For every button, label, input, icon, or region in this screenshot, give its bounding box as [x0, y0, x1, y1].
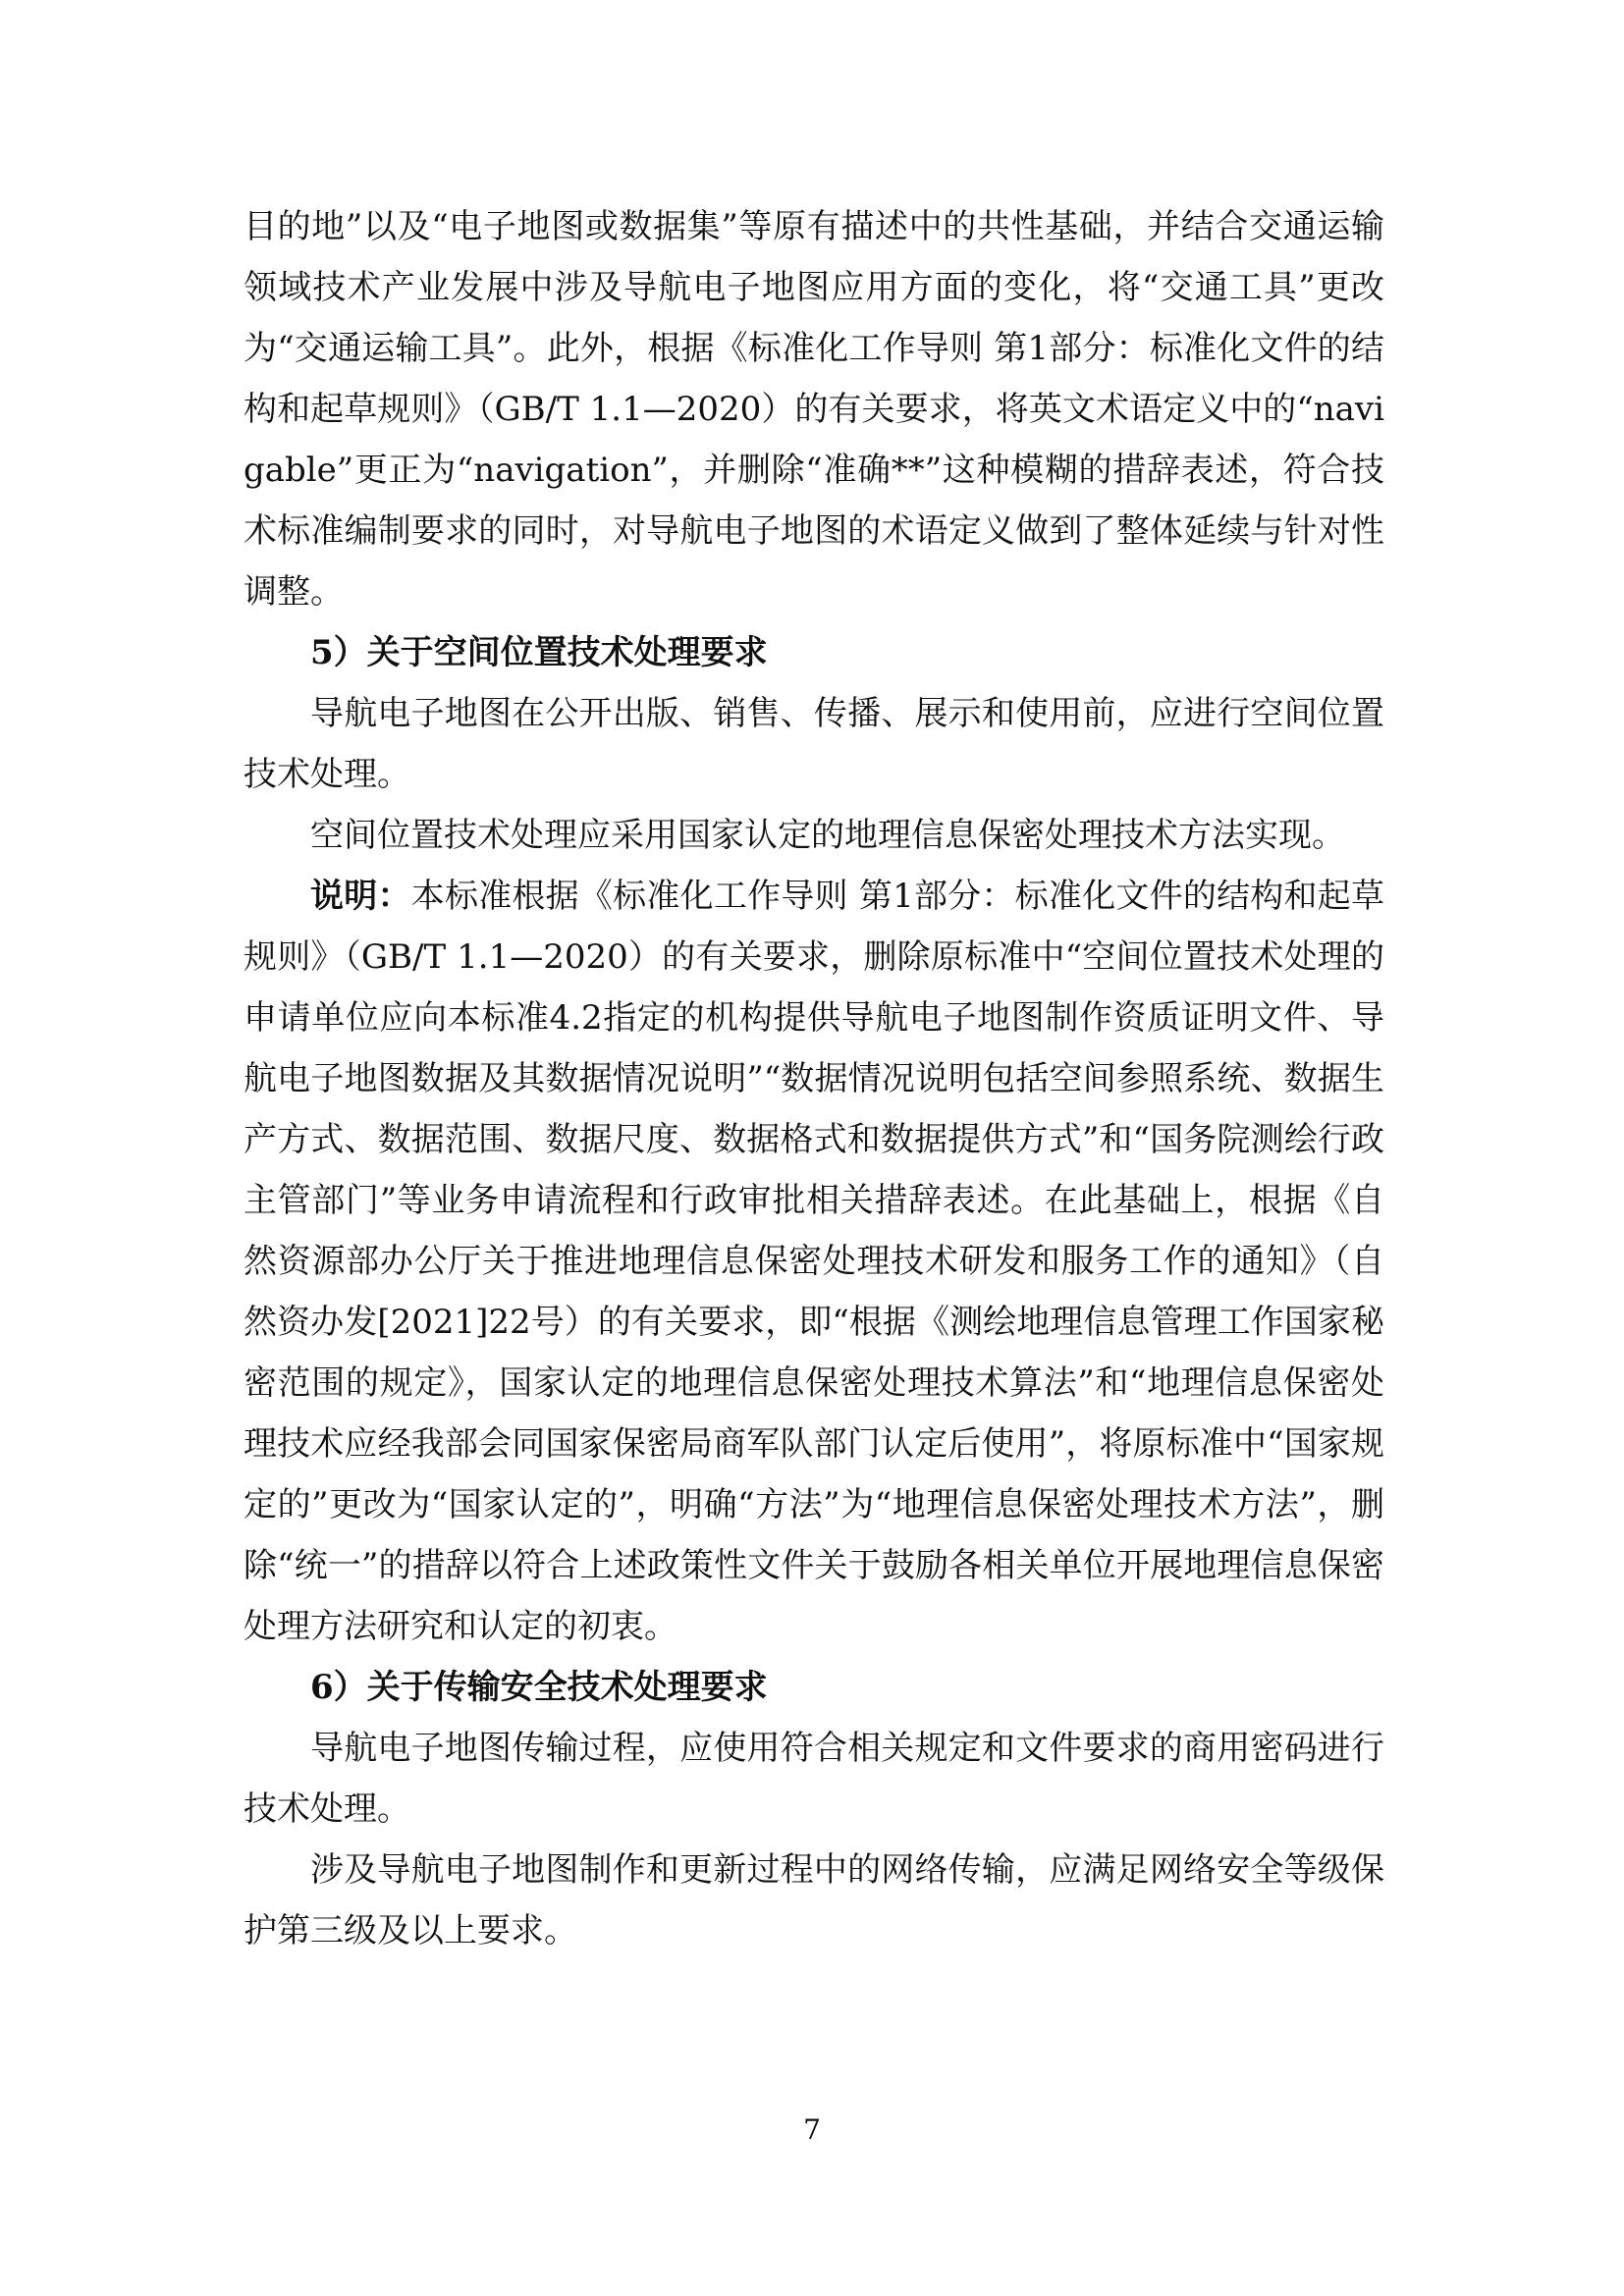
paragraph-transmission-crypto: 导航电子地图传输过程，应使用符合相关规定和文件要求的商用密码进行技术处理。: [244, 1729, 1384, 1829]
explanation-text: 本标准根据《标准化工作导则 第1部分：标准化文件的结构和起草规则》（GB/T 1.1—2020）的有关要求，删除原标准中“空间位置技术处理的申请单位应向本标准4.2指定的机构提供导航电子地图制作资质证明文件、导航电子地图数据及其数据情况说明”“数据情况说明包括空间参照系统、数据生产方式、数据范围、数据尺度、数据格式和数据提供方式”和“国务院测绘行政主管部门”等业务申请流程和行政审批相关措辞表述。在此基础上，根据《自然资源部办公厅关于推进地理信息保密处理技术研发和服务工作的通知》（自然资办发[2021]22号）的有关要求，即“根据《测绘地理信息管理工作国家秘密范围的规定》，国家认定的地理信息保密处理技术算法”和“地理信息保密处理技术应经我部会同国家保密局商军队部门认定后使用”，将原标准中“国家规定的”更改为“国家认定的”，明确“方法”为“地理信息保密处理技术方法”，删除“统一”的措辞以符合上述政策性文件关于鼓励各相关单位开展地理信息保密处理方法研究和认定的初衷。: [244, 877, 1385, 1646]
paragraph-spatial-processing-method: 空间位置技术处理应采用国家认定的地理信息保密处理技术方法实现。: [310, 816, 1345, 855]
explanation-label: 说明：: [310, 877, 411, 916]
document-page: [244, 196, 1384, 1961]
section-heading-6: 6）关于传输安全技术处理要求: [310, 1668, 768, 1707]
paragraph-explanation: [244, 866, 1384, 1657]
section-heading-5: 5）关于空间位置技术处理要求: [310, 633, 768, 672]
paragraph-network-security-level: 涉及导航电子地图制作和更新过程中的网络传输，应满足网络安全等级保护第三级及以上要求。: [244, 1850, 1384, 1950]
page-number: 7: [803, 2113, 821, 2146]
paragraph-spatial-processing-requirement: 导航电子地图在公开出版、销售、传播、展示和使用前，应进行空间位置技术处理。: [244, 694, 1384, 794]
paragraph-terminology-continuation: 目的地”以及“电子地图或数据集”等原有描述中的共性基础，并结合交通运输领域技术产业发展中涉及导航电子地图应用方面的变化，将“交通工具”更改为“交通运输工具”。此外，根据《标准化工作导则 第1部分：标准化文件的结构和起草规则》（GB/T 1.1—2020）的有关要求，将英文术语定义中的“navigable”更正为“navigation”，并删除“准确**”这种模糊的措辞表述，符合技术标准编制要求的同时，对导航电子地图的术语定义做到了整体延续与针对性调整。: [244, 207, 1384, 612]
